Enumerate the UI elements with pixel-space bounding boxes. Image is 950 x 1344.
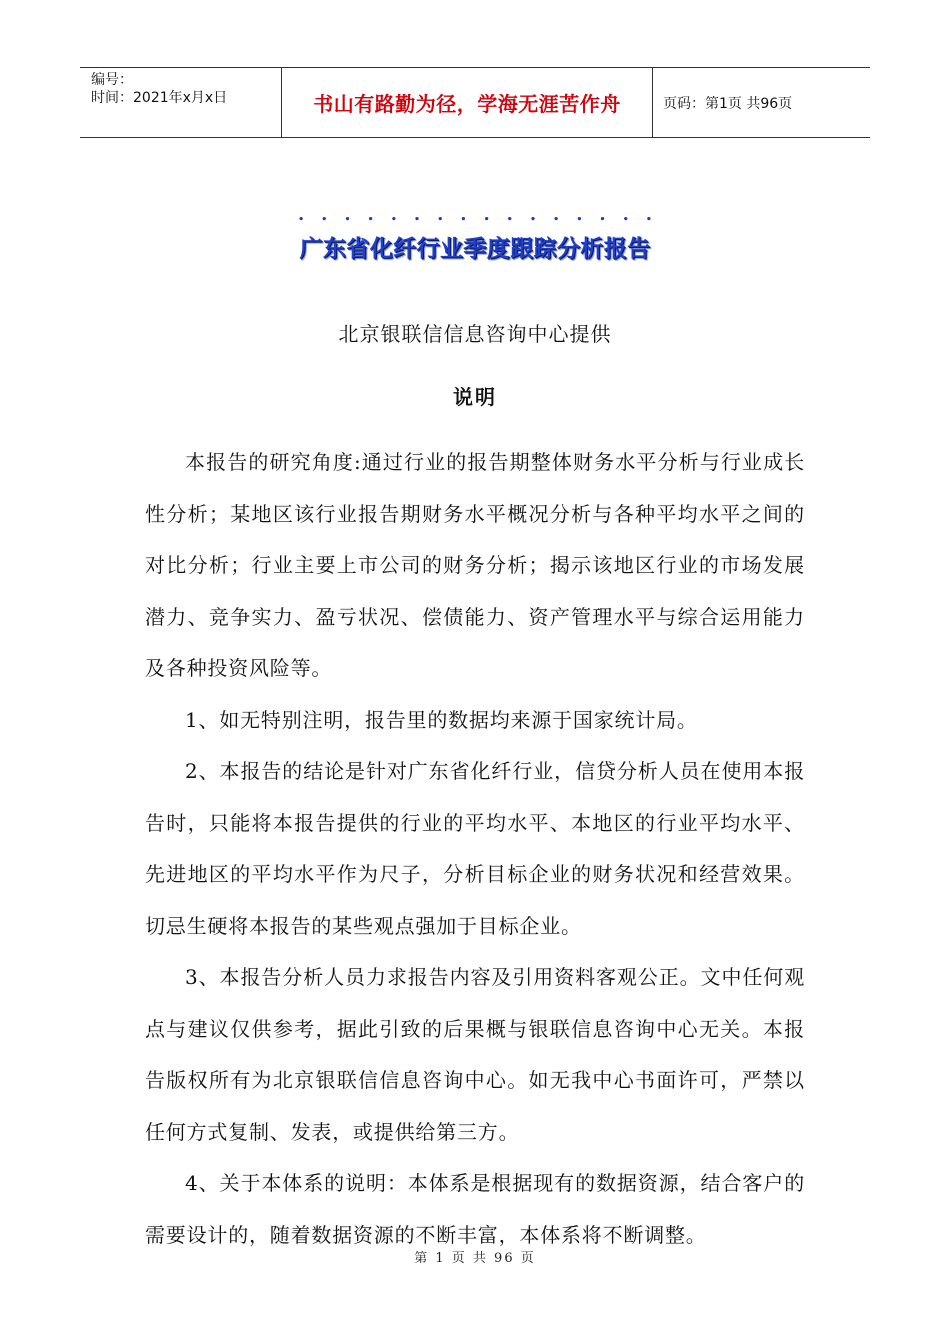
header-motto-cell	[281, 68, 653, 137]
paragraph-2: 2、本报告的结论是针对广东省化纤行业，信贷分析人员在使用本报告时，只能将本报告提供的行业的平均水平、本地区的行业平均水平、先进地区的平均水平作为尺子，分析目标企业的财务状况和经营效果。切忌生硬将本报告的某些观点强加于目标企业。	[145, 759, 805, 938]
provider-line: 北京银联信信息咨询中心提供	[338, 322, 612, 346]
page-title: 广东省化纤行业季度跟踪分析报告	[299, 236, 651, 262]
body-text	[145, 437, 805, 1261]
paragraph-4: 4、关于本体系的说明：本体系是根据现有的数据资源，结合客户的需要设计的，随着数据资源的不断丰富，本体系将不断调整。	[145, 1171, 805, 1247]
paragraph-intro: 本报告的研究角度:通过行业的报告期整体财务水平分析与行业成长性分析；某地区该行业报告期财务水平概况分析与各种平均水平之间的对比分析；行业主要上市公司的财务分析；揭示该地区行业的市场发展潜力、竞争实力、盈亏状况、偿债能力、资产管理水平与综合运用能力及各种投资风险等。	[145, 450, 805, 680]
header-table	[80, 67, 870, 138]
paragraph-3: 3、本报告分析人员力求报告内容及引用资料客观公正。文中任何观点与建议仅供参考，据此引致的后果概与银联信息咨询中心无关。本报告版权所有为北京银联信信息咨询中心。如无我中心书面许可，严禁以任何方式复制、发表，或提供给第三方。	[145, 965, 805, 1144]
number-label: 编号：	[91, 72, 133, 88]
paragraph-1: 1、如无特别注明，报告里的数据均来源于国家统计局。	[185, 707, 698, 732]
title-block	[0, 204, 950, 263]
section-heading: 说明	[453, 385, 497, 409]
page-info: 页码：第1页 共96页	[663, 95, 793, 112]
time-label: 时间：2021年x月x日	[91, 90, 228, 106]
page-footer: 第 1 页 共 96 页	[414, 1251, 536, 1266]
motto-text: 书山有路勤为径，学海无涯苦作舟	[313, 92, 621, 116]
header-page-cell	[653, 68, 870, 137]
header-left-cell	[80, 68, 281, 137]
emphasis-dots: . . . . . . . . . . . . . . . .	[297, 204, 653, 225]
